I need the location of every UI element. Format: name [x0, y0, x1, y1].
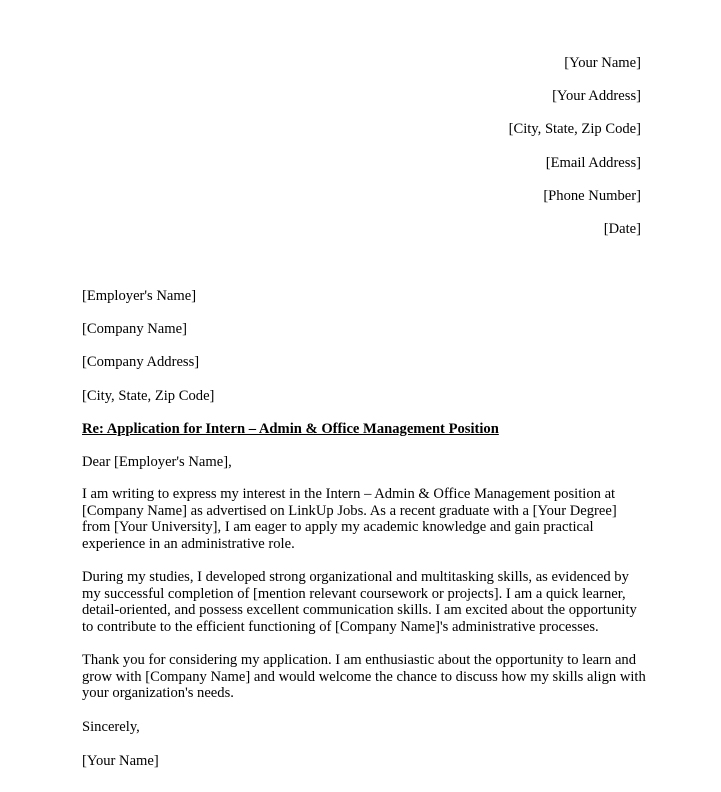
sender-city-state-zip: [City, State, Zip Code] — [508, 121, 641, 138]
paragraph-thanks: Thank you for considering my application. I am enthusiastic about the opportunity to learn and grow with [Company Name] and would welcome the chance to discuss how my skills align with your organization's needs. — [82, 652, 646, 702]
closing: Sincerely, — [82, 719, 140, 736]
sender-email: [Email Address] — [545, 154, 641, 171]
sender-name: [Your Name] — [564, 55, 641, 71]
recipient-employer-name: [Employer's Name] — [82, 288, 197, 304]
recipient-company-address: [Company Address] — [82, 354, 200, 371]
recipient-city-state-zip: [City, State, Zip Code] — [82, 387, 215, 404]
sender-address: [Your Address] — [552, 88, 641, 105]
letter-body — [82, 287, 648, 770]
paragraph-skills: During my studies, I developed strong organizational and multitasking skills, as evidenced by my successful completion of [mention relevant coursework or projects]. I am a quick learner, detail-oriented, and possess excellent communication skills. I am excited about the opportunity to contribute to the efficient functioning of [Company Name]'s administrative processes. — [82, 569, 637, 635]
subject-line: Re: Application for Intern – Admin & Office Management Position — [82, 420, 499, 437]
signature-name: [Your Name] — [82, 752, 159, 769]
recipient-company-name: [Company Name] — [82, 321, 187, 338]
sender-block — [509, 54, 641, 253]
salutation: Dear [Employer's Name], — [82, 453, 232, 470]
sender-phone: [Phone Number] — [543, 187, 641, 204]
paragraph-intro: I am writing to express my interest in the Intern – Admin & Office Management position at [Company Name] as advertised on LinkUp Jobs. As a recent graduate with a [Your Degree] from [Your University], I am eager to apply my academic knowledge and gain practical experience in an administrative role. — [82, 486, 617, 552]
letter-date: [Date] — [603, 220, 641, 237]
